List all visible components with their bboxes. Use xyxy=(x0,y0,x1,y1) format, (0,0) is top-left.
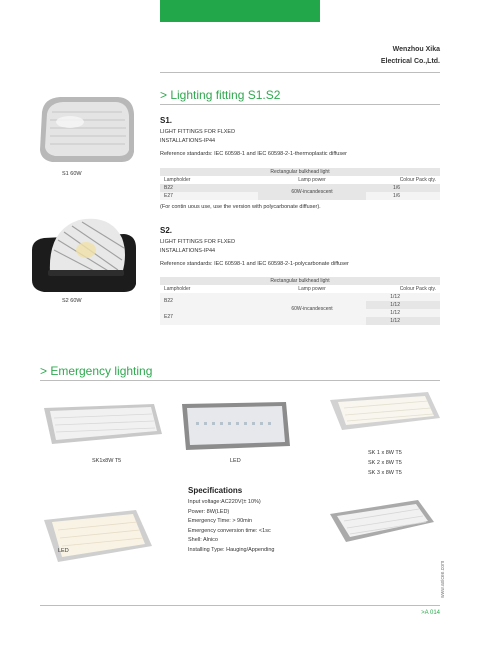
specifications-title: Specifications xyxy=(188,486,243,495)
s1-reference: Reference standards: IEC 60598-1 and IEC 60598-2-1-thermoplastic diffuser xyxy=(160,151,348,157)
s2-pack-4: 1/12 xyxy=(390,318,400,324)
emergency-caption-3-line2: SK 2 x 8W T5 xyxy=(368,460,402,466)
s1-row2-pack: 1/6 xyxy=(393,193,400,199)
spec-installing-type: Installing Type: Hauging/Appending xyxy=(188,546,275,553)
emergency-light-photo-1 xyxy=(38,398,166,450)
s2-lampholder-b22: B22 xyxy=(164,298,173,304)
s1-row1-lampholder: B22 xyxy=(164,185,173,191)
emergency-light-photo-4 xyxy=(38,506,158,568)
page-number: >A 014 xyxy=(421,610,440,616)
footer-rule xyxy=(40,605,440,606)
company-name xyxy=(381,44,440,68)
s1-table xyxy=(160,168,440,200)
spec-shell: Shell: Alnico xyxy=(188,537,218,543)
s1-image-caption: S1 60W xyxy=(62,171,82,177)
section-title-emergency: > Emergency lighting xyxy=(40,364,153,378)
emergency-caption-1: SK1x8W T5 xyxy=(92,458,122,464)
s2-table-header-band: Rectangular bulkhead light xyxy=(270,278,330,284)
s2-col-pack: Colour Pack qty. xyxy=(399,286,436,292)
emergency-caption-3-line1: SK 1 x 8W T5 xyxy=(368,450,402,456)
section2-rule xyxy=(40,380,440,381)
s1-row1-pack: 1/6 xyxy=(393,185,400,191)
website-url: www.axicee.com xyxy=(440,560,446,598)
s1-table-header-band: Rectangular bulkhead light xyxy=(270,169,330,175)
s1-bulkhead-photo xyxy=(30,92,140,168)
s2-reference: Reference standards: IEC 60598-1 and IEC 60598-2-1-polycarbonate diffuser xyxy=(160,261,349,267)
s2-desc-line1: LIGHT FITTINGS FOR FLXED xyxy=(160,239,236,245)
emergency-light-photo-2 xyxy=(176,398,294,454)
s1-col-pack: Colour Pack qty. xyxy=(399,177,436,183)
emergency-caption-2: LED xyxy=(230,458,241,464)
section-title-lighting: > Lighting fitting S1.S2 xyxy=(160,88,281,102)
s1-heading: S1. xyxy=(160,116,173,125)
emergency-caption-3-line3: SK 3 x 8W T5 xyxy=(368,470,402,476)
s1-desc-line2: INSTALLATIONS-IP44 xyxy=(160,138,216,144)
s1-desc-line1: LIGHT FITTINGS FOR FLXED xyxy=(160,129,236,135)
emergency-caption-4: LED xyxy=(58,548,69,554)
s2-table xyxy=(160,277,440,325)
s2-col-lamp-power: Lamp power xyxy=(298,286,326,292)
s2-desc-line2: INSTALLATIONS-IP44 xyxy=(160,248,216,254)
s1-note: (For contin uous use, use the version with polycarbonate diffuser). xyxy=(160,204,321,210)
s2-heading: S2. xyxy=(160,226,173,235)
s2-col-lampholder: Lampholder xyxy=(164,286,191,292)
s2-pack-2: 1/12 xyxy=(390,302,400,308)
spec-input-voltage: Input voltage:AC220V(± 10%) xyxy=(188,499,261,505)
s2-pack-3: 1/12 xyxy=(390,310,400,316)
s2-lampholder-e27: E27 xyxy=(164,314,173,320)
s2-pack-1: 1/12 xyxy=(390,294,400,300)
section-title-rule xyxy=(160,104,440,105)
s2-bulkhead-photo xyxy=(24,210,142,294)
s1-row2-lampholder: E27 xyxy=(164,193,173,199)
s1-col-lampholder: Lampholder xyxy=(164,177,191,183)
header-accent-bar xyxy=(160,0,320,22)
company-line-2: Electrical Co.,Ltd. xyxy=(380,58,440,65)
emergency-light-photo-3 xyxy=(324,388,444,436)
specifications-list xyxy=(188,498,274,555)
header-rule xyxy=(160,72,440,73)
spec-conversion-time: Emergency conversion time: <1sc xyxy=(188,527,271,534)
spec-emergency-time: Emergency Time: > 90min xyxy=(188,518,253,524)
s1-col-lamp-power: Lamp power xyxy=(298,177,326,183)
emergency-light-photo-5 xyxy=(322,494,440,550)
spec-power: Power: 8W(LED) xyxy=(188,508,230,515)
company-line-1: Wenzhou Xika xyxy=(392,46,440,53)
s2-lamp-power-value: 60W-incandescent xyxy=(291,306,333,312)
s2-image-caption: S2 60W xyxy=(62,298,82,304)
s1-lamp-power-value: 60W-incandescent xyxy=(291,189,333,195)
